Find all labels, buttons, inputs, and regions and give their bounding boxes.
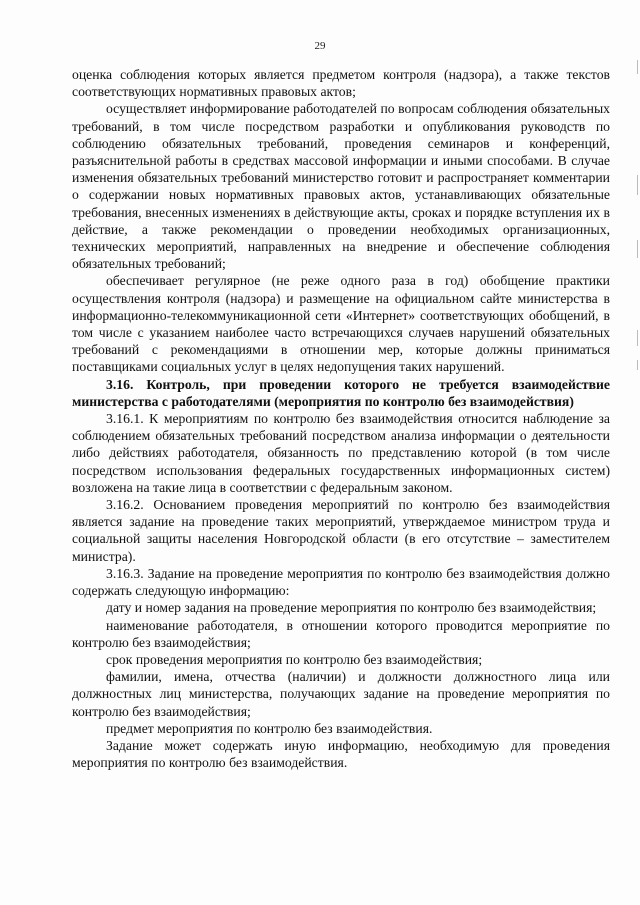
scan-margin-mark	[637, 330, 638, 346]
scan-margin-mark	[637, 60, 638, 74]
list-item: дату и номер задания на проведение мероприятия по контролю без взаимодействия;	[106, 600, 597, 616]
section-heading: 3.16. Контроль, при проведении которого не требуется взаимодействие министерства с работодателями (мероприятия по контролю без взаимодействия)	[72, 376, 610, 409]
page-number: 29	[314, 40, 326, 52]
list-item: фамилии, имена, отчества (наличии) и должности должностного лица или должностных лиц министерства, получающих задание на проведение мероприятия по контролю без взаимодействия;	[72, 669, 610, 719]
list-item: предмет мероприятия по контролю без взаимодействия.	[106, 720, 433, 736]
scan-margin-mark	[637, 240, 638, 258]
paragraph: 3.16.3. Задание на проведение мероприятия по контролю без взаимодействия должно содержать следующую информацию:	[72, 565, 610, 599]
paragraph: осуществляет информирование работодателей по вопросам соблюдения обязательных требований, в том числе посредством разработки и опубликования руководств по соблюдению обязательных требований, проведения семинаров и конференций, разъяснительной работы в средствах массовой информации и иными способами. В случае изменения обязательных требований министерство готовит и распространяет комментарии о содержании новых нормативных правовых актов, устанавливающих обязательные требования, внесенных изменениях в действующие акты, сроках и порядке вступления их в действие, а также рекомендации о проведении необходимых организационных, технических мероприятий, направленных на внедрение и обеспечение соблюдения обязательных требований;	[72, 101, 610, 272]
paragraph: 3.16.1. К мероприятиям по контролю без взаимодействия относится наблюдение за соблюдением обязательных требований посредством анализа информации о деятельности либо действиях работодателя, обязанность по представлению которой (в том числе посредством использования федеральных государственных информационных систем) возложена на такие лица в соответствии с федеральным законом.	[72, 411, 610, 495]
document-body	[72, 66, 610, 771]
paragraph: обеспечивает регулярное (не реже одного раза в год) обобщение практики осуществления контроля (надзора) и размещение на официальном сайте министерства в информационно-телекоммуникационной сети «Интернет» соответствующих обобщений, в том числе с указанием наиболее часто встречающихся случаев нарушений обязательных требований с рекомендациями в отношении мер, которые должны приниматься поставщиками социальных услуг в целях недопущения таких нарушений.	[72, 273, 610, 375]
paragraph: оценка соблюдения которых является предметом контроля (надзора), а также текстов соответствующих нормативных правовых актов;	[72, 67, 610, 100]
list-item: наименование работодателя, в отношении которого проводится мероприятие по контролю без взаимодействия;	[72, 617, 610, 650]
paragraph: Задание может содержать иную информацию, необходимую для проведения мероприятия по контролю без взаимодействия.	[72, 737, 610, 771]
list-item: срок проведения мероприятия по контролю без взаимодействия;	[106, 651, 483, 667]
scan-margin-mark	[637, 360, 638, 370]
paragraph: 3.16.2. Основанием проведения мероприятий по контролю без взаимодействия является задание на проведение таких мероприятий, утверждаемое министром труда и социальной защиты населения Новгородской области (в его отсутствие – заместителем министра).	[72, 497, 610, 564]
scan-margin-mark	[637, 175, 638, 195]
